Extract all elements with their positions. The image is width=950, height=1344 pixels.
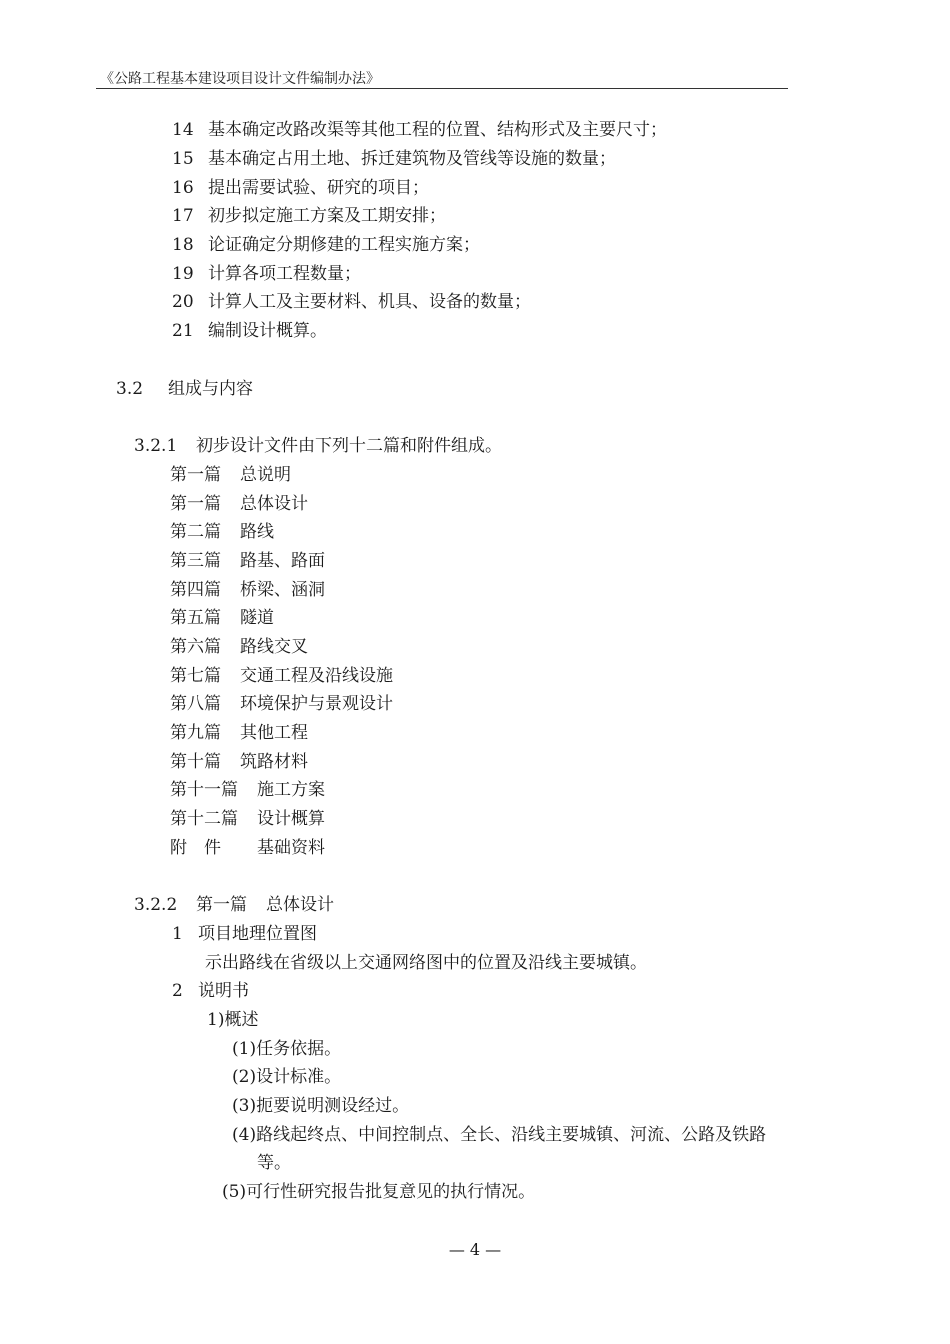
- list-item: 20 计算人工及主要材料、机具、设备的数量；: [172, 292, 531, 312]
- part-item: 第九篇 其他工程: [170, 723, 308, 743]
- sub-item-continuation: 等。: [257, 1153, 291, 1173]
- part-item: 第一篇 总体设计: [170, 494, 308, 514]
- running-header: 《公路工程基本建设项目设计文件编制办法》: [100, 71, 380, 87]
- part-item: 第五篇 隧道: [170, 608, 274, 628]
- list-item: 21 编制设计概算。: [172, 321, 327, 341]
- list-item: 15 基本确定占用土地、拆迁建筑物及管线等设施的数量；: [172, 149, 616, 169]
- sub-item: (4)路线起终点、中间控制点、全长、沿线主要城镇、河流、公路及铁路: [232, 1125, 767, 1145]
- subsection-heading: 3.2.2 第一篇 总体设计: [134, 895, 334, 915]
- header-rule: [96, 88, 788, 89]
- sub-item: (5)可行性研究报告批复意见的执行情况。: [222, 1182, 536, 1202]
- part-item: 第四篇 桥梁、涵洞: [170, 580, 325, 600]
- sub-item: (3)扼要说明测设经过。: [232, 1096, 410, 1116]
- list-item: 18 论证确定分期修建的工程实施方案；: [172, 235, 480, 255]
- sub-item: (2)设计标准。: [232, 1067, 342, 1087]
- part-item: 第七篇 交通工程及沿线设施: [170, 666, 393, 686]
- part-item: 第六篇 路线交叉: [170, 637, 308, 657]
- item-heading: 1 项目地理位置图: [172, 924, 317, 944]
- part-item: 附 件 基础资料: [170, 838, 325, 858]
- part-item: 第一篇 总说明: [170, 465, 291, 485]
- sub-item: (1)任务依据。: [232, 1039, 342, 1059]
- list-item: 17 初步拟定施工方案及工期安排；: [172, 206, 446, 226]
- list-item: 19 计算各项工程数量；: [172, 264, 361, 284]
- subsection-heading: 3.2.1 初步设计文件由下列十二篇和附件组成。: [134, 436, 502, 456]
- part-item: 第八篇 环境保护与景观设计: [170, 694, 393, 714]
- item-description: 示出路线在省级以上交通网络图中的位置及沿线主要城镇。: [205, 953, 647, 973]
- part-item: 第二篇 路线: [170, 522, 274, 542]
- part-item: 第三篇 路基、路面: [170, 551, 325, 571]
- part-item: 第十二篇 设计概算: [170, 809, 325, 829]
- section-heading: 3.2 组成与内容: [116, 379, 253, 399]
- item-heading: 2 说明书: [172, 981, 249, 1001]
- part-item: 第十一篇 施工方案: [170, 780, 325, 800]
- list-item: 16 提出需要试验、研究的项目；: [172, 178, 429, 198]
- part-item: 第十篇 筑路材料: [170, 752, 308, 772]
- list-item: 14 基本确定改路改渠等其他工程的位置、结构形式及主要尺寸；: [172, 120, 667, 140]
- page-number: — 4 —: [448, 1240, 502, 1259]
- sub-heading: 1)概述: [207, 1010, 259, 1030]
